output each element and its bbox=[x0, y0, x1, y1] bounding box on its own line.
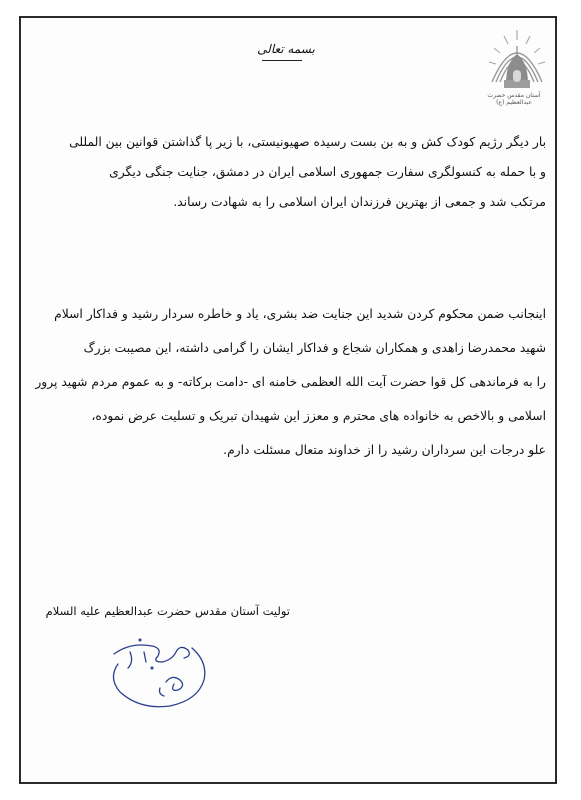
handwritten-signature bbox=[100, 622, 210, 714]
logo-caption: آستان مقدس حضرت عبدالعظیم (ع) bbox=[487, 92, 541, 106]
paragraph-2-line: را به فرماندهی کل قوا حضرت آیت الله العظمی خامنه ای -دامت برکاته- و به عموم مردم شهید پرور bbox=[35, 375, 546, 389]
paragraph-1-line: مرتکب شد و جمعی از بهترین فرزندان ایران اسلامی را به شهادت رساند. bbox=[173, 195, 546, 209]
document-heading: بسمه تعالی bbox=[257, 42, 315, 56]
paragraph-1 bbox=[26, 130, 546, 214]
paragraph-2-line: اسلامی و بالاخص به خانواده های محترم و معزز این شهیدان تبریک و تسلیت عرض نموده، bbox=[91, 409, 546, 423]
paragraph-2-line: علو درجات این سرداران رشید را از خداوند متعال مسئلت دارم. bbox=[223, 443, 546, 457]
signatory-title: تولیت آستان مقدس حضرت عبدالعظیم علیه السلام bbox=[45, 604, 290, 618]
paragraph-2-line: شهید محمدرضا زاهدی و همکاران شجاع و فداکار ایشان را گرامی داشته، این مصیبت بزرگ bbox=[83, 341, 546, 355]
paragraph-1-line: و با حمله به کنسولگری سفارت جمهوری اسلامی ایران در دمشق، جنایت جنگی دیگری bbox=[109, 165, 546, 179]
paragraph-2-line: اینجانب ضمن محکوم کردن شدید این جنایت ضد بشری، یاد و خاطره سردار رشید و فداکار اسلام bbox=[54, 307, 546, 321]
heading-underline bbox=[262, 60, 302, 61]
paragraph-2 bbox=[26, 302, 546, 462]
paragraph-1-line: بار دیگر رژیم کودک کش و به بن بست رسیده صهیونیستی، با زیر پا گذاشتن قوانین بین المللی bbox=[69, 135, 546, 149]
